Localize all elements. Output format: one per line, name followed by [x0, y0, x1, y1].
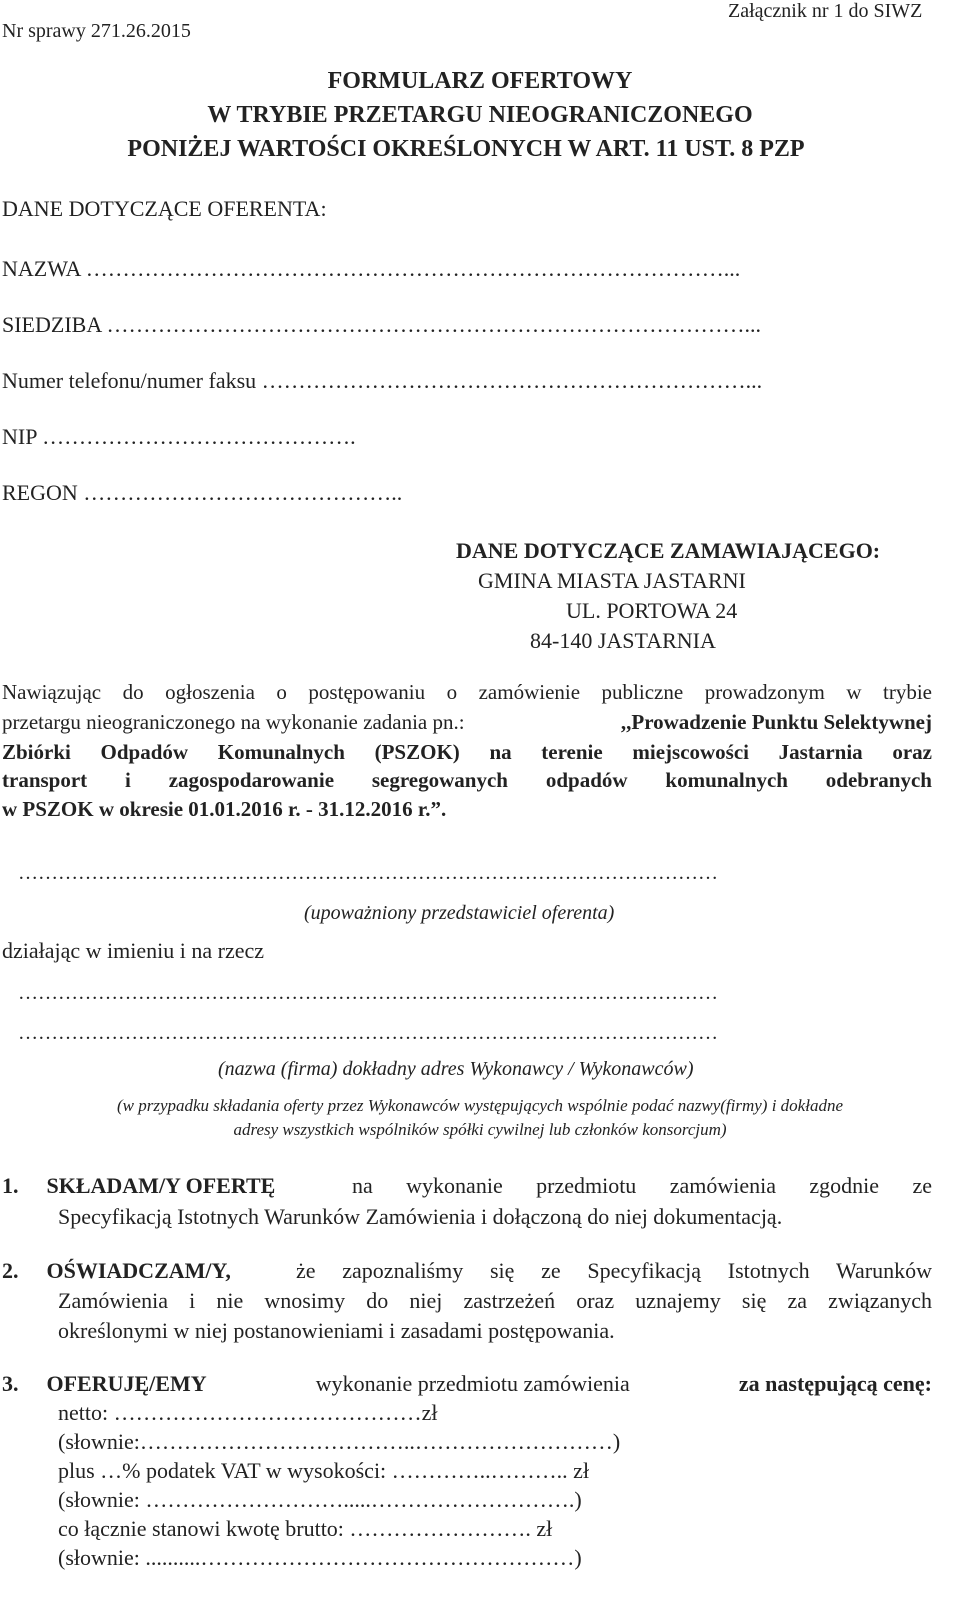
point-3-rest: wykonanie przedmiotu zamówienia: [315, 1371, 630, 1396]
price-vat-line: plus …% podatek VAT w wysokości: …………..……….. zł: [58, 1458, 590, 1483]
intro-line4: transport i zagospodarowanie segregowanych odpadów komunalnych odebranych: [2, 768, 932, 792]
point-2-number: 2.: [2, 1258, 19, 1283]
field-dots: …………………………………………………………...: [261, 368, 763, 393]
point-2-line3: określonymi w niej postanowieniami i zasadami postępowania.: [58, 1318, 615, 1343]
point-1-line2: Specyfikacją Istotnych Warunków Zamówienia i dołączoną do niej dokumentacją.: [58, 1204, 783, 1229]
representative-signature-line: ……………………………………………………………………………………………: [18, 862, 718, 884]
point-1-rest: na wykonanie przedmiotu zamówienia zgodnie ze: [352, 1173, 932, 1198]
form-title-line1: FORMULARZ OFERTOWY: [327, 68, 633, 94]
bidder-field-seat[interactable]: [2, 312, 761, 338]
point-3-bold: OFERUJĘ/EMY: [46, 1371, 207, 1396]
field-label: NAZWA: [2, 256, 81, 281]
point-2-line2: Zamówienia i nie wnosimy do niej zastrzeżeń oraz uznajemy się za związanych: [58, 1288, 932, 1313]
intro-task-name-start: ,,Prowadzenie Punktu Selektywnej: [620, 710, 932, 734]
point-1-bold: SKŁADAM/Y OFERTĘ: [46, 1173, 276, 1198]
field-label: REGON: [2, 480, 78, 505]
bidder-field-phone-fax[interactable]: [2, 368, 762, 394]
price-vat-words-line: (słownie: ……………………….....……………………….): [58, 1487, 582, 1512]
field-label: SIEDZIBA: [2, 312, 101, 337]
authority-heading: DANE DOTYCZĄCE ZAMAWIAJĄCEGO:: [456, 538, 881, 563]
point-3-number: 3.: [2, 1371, 19, 1396]
field-label: Numer telefonu/numer faksu: [2, 368, 257, 393]
point-1-line1: [2, 1173, 932, 1199]
authority-city: 84-140 JASTARNIA: [530, 628, 716, 653]
intro-line2-plain: przetargu nieograniczonego na wykonanie zadania pn.:: [2, 710, 465, 734]
field-label: NIP: [2, 424, 37, 449]
attachment-label: Załącznik nr 1 do SIWZ: [728, 0, 923, 22]
contractor-name-line1: ……………………………………………………………………………………………: [18, 982, 718, 1004]
bidder-field-name[interactable]: [2, 256, 740, 282]
intro-line5: w PSZOK w okresie 01.01.2016 r. - 31.12.2016 r.”.: [2, 797, 447, 821]
form-title-line2: W TRYBIE PRZETARGU NIEOGRANICZONEGO: [207, 102, 753, 128]
point-2-bold: OŚWIADCZAM/Y,: [46, 1258, 231, 1283]
point-3-price-label: za następującą cenę:: [738, 1371, 932, 1396]
price-gross-line: co łącznie stanowi kwotę brutto: ……………………. zł: [58, 1516, 553, 1541]
point-1-number: 1.: [2, 1173, 19, 1198]
field-dots: ……………………………………..: [83, 480, 403, 505]
field-dots: ……………………………………………………………………………...: [85, 256, 741, 281]
price-gross-words-line: (słownie: ..........……………………………………………): [58, 1545, 582, 1570]
point-3-line1: [2, 1371, 932, 1397]
intro-line2: [2, 710, 932, 735]
authority-street: UL. PORTOWA 24: [566, 598, 738, 623]
intro-line3: Zbiórki Odpadów Komunalnych (PSZOK) na terenie miejscowości Jastarnia oraz: [2, 740, 932, 764]
representative-caption: (upoważniony przedstawiciel oferenta): [304, 902, 615, 924]
authority-name: GMINA MIASTA JASTARNI: [478, 568, 746, 593]
acting-on-behalf-label: działając w imieniu i na rzecz: [2, 938, 265, 963]
contractor-caption: (nazwa (firma) dokładny adres Wykonawcy / Wykonawców): [218, 1058, 694, 1080]
bidder-heading: DANE DOTYCZĄCE OFERENTA:: [2, 196, 327, 221]
bidder-field-nip[interactable]: [2, 424, 356, 450]
field-dots: ……………………………………………………………………………...: [106, 312, 761, 337]
bidder-field-regon[interactable]: [2, 480, 402, 506]
consortium-note-line2: adresy wszystkich wspólników spółki cywilnej lub członków konsorcjum): [233, 1120, 727, 1139]
point-2-rest: że zapoznaliśmy się ze Specyfikacją Istotnych Warunków: [296, 1258, 932, 1283]
point-2-line1: [2, 1258, 932, 1284]
field-dots: …………………………………….: [42, 424, 356, 449]
intro-line1: Nawiązując do ogłoszenia o postępowaniu o zamówienie publiczne prowadzonym w trybie: [2, 680, 932, 704]
price-netto-words-line: (słownie:………………………………..………………………): [58, 1429, 621, 1454]
form-title-line3: PONIŻEJ WARTOŚCI OKREŚLONYCH W ART. 11 UST. 8 PZP: [127, 136, 805, 162]
case-number: Nr sprawy 271.26.2015: [2, 20, 191, 42]
price-netto-line: netto: ……………………………………zł: [58, 1400, 438, 1425]
contractor-name-line2: ……………………………………………………………………………………………: [18, 1022, 718, 1044]
consortium-note-line1: (w przypadku składania oferty przez Wykonawców występujących wspólnie podać nazwy(firmy) i dokładne: [116, 1096, 843, 1115]
